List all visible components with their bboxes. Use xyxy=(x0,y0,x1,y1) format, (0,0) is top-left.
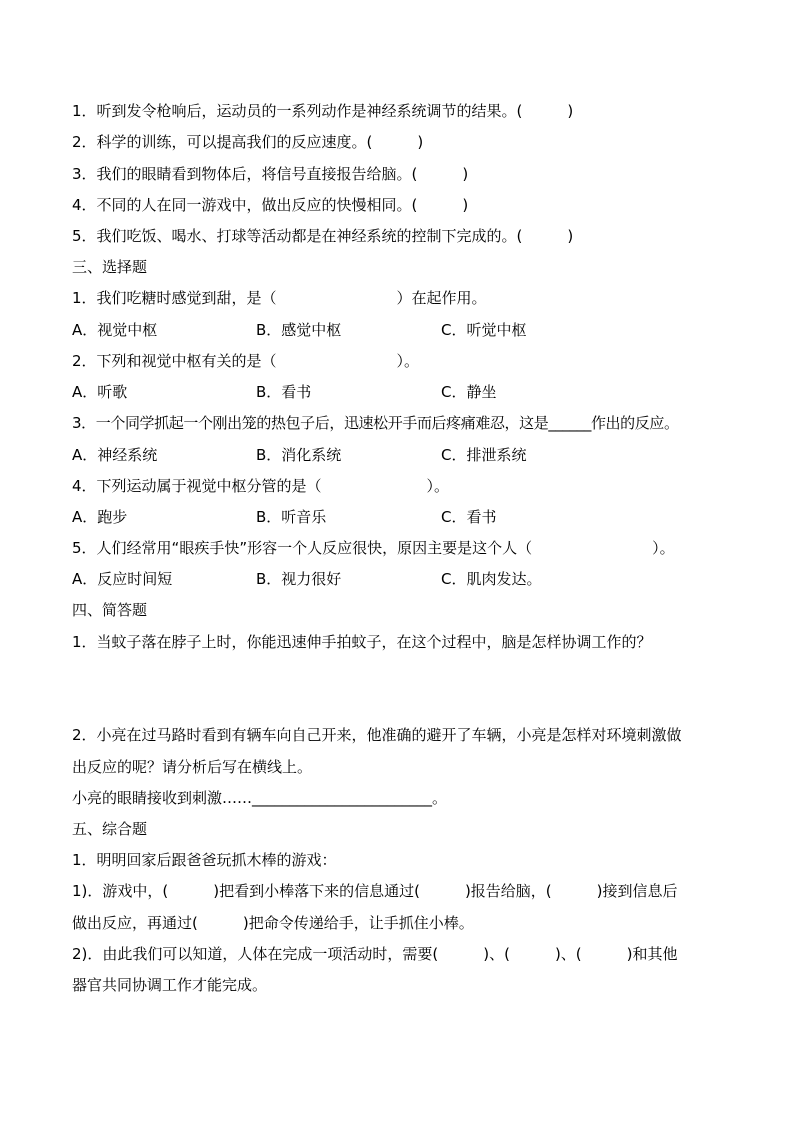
short-answer-question-2-line-3: 小亮的眼睛接收到刺激……________________________。 xyxy=(72,789,448,807)
choice-3-option-a: A．神经系统 xyxy=(72,446,158,464)
choice-3-option-c: C．排泄系统 xyxy=(441,446,527,464)
choice-3-option-b: B．消化系统 xyxy=(256,446,342,464)
choice-question-1: 1．我们吃糖时感觉到甜，是（ ）在起作用。 xyxy=(72,289,487,307)
choice-question-5: 5．人们经常用“眼疾手快”形容一个人反应很快，原因主要是这个人（ ）。 xyxy=(72,539,675,557)
choice-heading: 三、选择题 xyxy=(72,258,148,276)
judge-question-2: 2．科学的训练，可以提高我们的反应速度。( ) xyxy=(72,133,424,151)
choice-question-3: 3．一个同学抓起一个刚出笼的热包子后，迅速松开手而后疼痛难忍，这是______作出的反应。 xyxy=(72,414,679,432)
choice-5-option-b: B．视力很好 xyxy=(256,570,342,588)
choice-2-option-a: A．听歌 xyxy=(72,383,128,401)
comprehensive-part-1-line-1: 1)．游戏中，( )把看到小棒落下来的信息通过( )报告给脑，( )接到信息后 xyxy=(72,882,678,900)
choice-1-option-c: C．听觉中枢 xyxy=(441,321,527,339)
choice-4-option-a: A．跑步 xyxy=(72,508,128,526)
short-answer-question-2-line-2: 出反应的呢？请分析后写在横线上。 xyxy=(72,758,313,776)
choice-4-option-b: B．听音乐 xyxy=(256,508,327,526)
choice-question-2: 2．下列和视觉中枢有关的是（ ）。 xyxy=(72,352,420,370)
choice-5-option-c: C．肌肉发达。 xyxy=(441,570,542,588)
choice-5-option-a: A．反应时间短 xyxy=(72,570,173,588)
comprehensive-part-2-line-1: 2)．由此我们可以知道，人体在完成一项活动时，需要( )、( )、( )和其他 xyxy=(72,945,678,963)
short-answer-question-1: 1．当蚊子落在脖子上时，你能迅速伸手拍蚊子，在这个过程中，脑是怎样协调工作的？ xyxy=(72,633,652,651)
comprehensive-heading: 五、综合题 xyxy=(72,820,148,838)
choice-2-option-c: C．静坐 xyxy=(441,383,497,401)
comprehensive-part-1-line-2: 做出反应，再通过( )把命令传递给手，让手抓住小棒。 xyxy=(72,914,474,932)
choice-1-option-a: A．视觉中枢 xyxy=(72,321,158,339)
judge-question-1: 1．听到发令枪响后，运动员的一系列动作是神经系统调节的结果。( ) xyxy=(72,102,574,120)
choice-1-option-b: B．感觉中枢 xyxy=(256,321,342,339)
judge-question-4: 4．不同的人在同一游戏中，做出反应的快慢相同。( ) xyxy=(72,196,469,214)
choice-2-option-b: B．看书 xyxy=(256,383,312,401)
comprehensive-part-2-line-2: 器官共同协调工作才能完成。 xyxy=(72,976,268,994)
short-answer-heading: 四、简答题 xyxy=(72,601,148,619)
judge-question-5: 5．我们吃饭、喝水、打球等活动都是在神经系统的控制下完成的。( ) xyxy=(72,227,574,245)
choice-4-option-c: C．看书 xyxy=(441,508,497,526)
comprehensive-question-1: 1．明明回家后跟爸爸玩抓木棒的游戏： xyxy=(72,851,337,869)
choice-question-4: 4．下列运动属于视觉中枢分管的是（ ）。 xyxy=(72,477,450,495)
judge-question-3: 3．我们的眼睛看到物体后，将信号直接报告给脑。( ) xyxy=(72,165,469,183)
short-answer-question-2-line-1: 2．小亮在过马路时看到有辆车向自己开来，他准确的避开了车辆，小亮是怎样对环境刺激做 xyxy=(72,726,682,744)
